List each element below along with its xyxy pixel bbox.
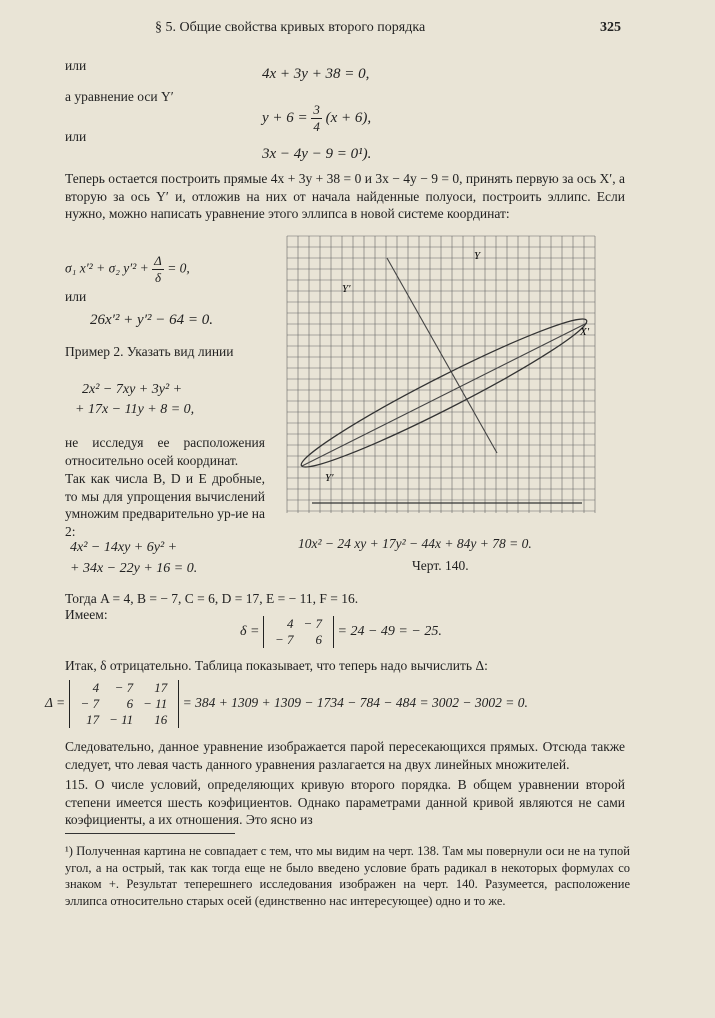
determinant-cell: 4	[92, 680, 100, 695]
line-y-axis-new	[387, 258, 497, 453]
coefficients-line: Тогда A = 4, B = − 7, C = 6, D = 17, E = − 11, F = 16.	[65, 591, 359, 606]
text-or-3: или	[65, 289, 87, 304]
determinant-cell: 17	[86, 712, 100, 727]
delta-small: δ = 4 − 7 − 7 6 = 24 − 49 = − 25.	[240, 616, 442, 647]
figure-equation: 10x² − 24 xy + 17y² − 44x + 84y + 78 = 0.	[298, 536, 532, 551]
determinant-cell: − 7	[80, 696, 100, 711]
determinant-cell: 16	[154, 712, 168, 727]
determinant-cell: − 11	[109, 712, 134, 727]
determinant-row	[76, 680, 173, 696]
footnote-rule	[65, 833, 235, 834]
equation-3: 3x − 4y − 9 = 0¹).	[262, 146, 372, 162]
paragraph-4: Следовательно, данное уравнение изображается парой пересекающихся прямых. Отсюда также следует, что левая часть данного уравнения разлагается на двух линейных множителей.	[65, 739, 625, 772]
determinant-cell: 6	[315, 632, 323, 647]
determinant-2x2	[263, 616, 334, 648]
paragraph-1: Теперь остается построить прямые 4x + 3y + 38 = 0 и 3x − 4y − 9 = 0, принять первую за ось X′, а вторую за ось Y′ и, отложив на них от начала найденные полуоси, построить эллипс. Если нужно, можно написать уравнение этого эллипса в новой системе координат:	[65, 171, 625, 221]
text-or-2: или	[65, 129, 87, 144]
determinant-row	[76, 696, 173, 712]
equation-6a: 2x² − 7xy + 3y² +	[82, 382, 183, 397]
equation-4: σ₁ x′² + σ₂ y′² + $\frac{\Delta}{\delta}$ = 0,	[65, 253, 190, 285]
line-x-axis-new	[302, 323, 587, 466]
determinant-cell: 17	[154, 680, 168, 695]
figure-caption: Черт. 140.	[412, 558, 469, 573]
paragraph-3: Так как числа B, D и E дробные, то мы для упрощения вычислений умножим предварительно ур-ие на 2:	[65, 471, 265, 539]
ellipse	[294, 306, 594, 480]
determinant-row	[270, 616, 327, 632]
label-y-lower: Y′	[325, 472, 334, 484]
determinant-cell: − 11	[143, 696, 168, 711]
determinant-cell: 4	[287, 616, 294, 631]
paragraph-5: 115. О числе условий, определяющих кривую второго порядка. В общем уравнении второй степени имеется шесть коэфициентов. Однако параметрами данной кривой являются не сами коэфициенты, а их отношения. Это ясно из	[65, 777, 625, 827]
determinant-cell: − 7	[303, 616, 323, 631]
equation-7b: + 34x − 22y + 16 = 0.	[70, 561, 198, 576]
determinant-cell: − 7	[114, 680, 134, 695]
text-or-1: или	[65, 58, 87, 73]
equation-1: 4x + 3y + 38 = 0,	[262, 66, 370, 82]
equation-2: y + 6 = $\frac{3}{4}$ (x + 6),	[262, 102, 372, 134]
page-number: 325	[600, 20, 621, 35]
text-axis-y: а уравнение оси Y′	[65, 89, 174, 104]
determinant-row	[76, 712, 173, 728]
figure-140	[282, 228, 600, 526]
text-imeem: Имеем:	[65, 607, 108, 622]
label-y-top: Y	[474, 250, 481, 262]
equation-7a: 4x² − 14xy + 6y² +	[70, 540, 178, 555]
equation-6b: + 17x − 11y + 8 = 0,	[75, 402, 195, 417]
determinant-cell: 6	[126, 696, 134, 711]
footnote: ¹) Полученная картина не совпадает с тем, что мы видим на черт. 138. Там мы повернули оси не на тупой угол, а на острый, так как тогда еще не было введено условие брать радикал в некоторых формулах со знаком +. Результат теперешнего исследования изображен на черт. 140. Разумеется, расположение эллипса относительно старых осей (единственно нас интересующее) одно и то же.	[65, 844, 630, 908]
paragraph-2: не исследуя ее расположения относительно осей координат.	[65, 435, 265, 468]
delta-big: Δ = 4 − 7 17 − 7 6 − 11 17 − 11 16 = 384 + 1309 + 1309 − 1734 − 784 − 484 = 3002 − 3002 = 0.	[45, 680, 528, 727]
label-x-new: X′	[580, 326, 590, 338]
running-header: § 5. Общие свойства кривых второго порядка	[155, 20, 426, 35]
equation-5: 26x′² + y′² − 64 = 0.	[90, 312, 213, 328]
label-y-new: Y′	[342, 283, 351, 295]
determinant-cell: − 7	[274, 632, 294, 647]
paragraph-itak: Итак, δ отрицательно. Таблица показывает, что теперь надо вычислить Δ:	[65, 658, 488, 673]
determinant-3x3	[69, 680, 180, 728]
example-2-title: Пример 2. Указать вид линии	[65, 344, 234, 359]
determinant-row	[270, 632, 327, 648]
